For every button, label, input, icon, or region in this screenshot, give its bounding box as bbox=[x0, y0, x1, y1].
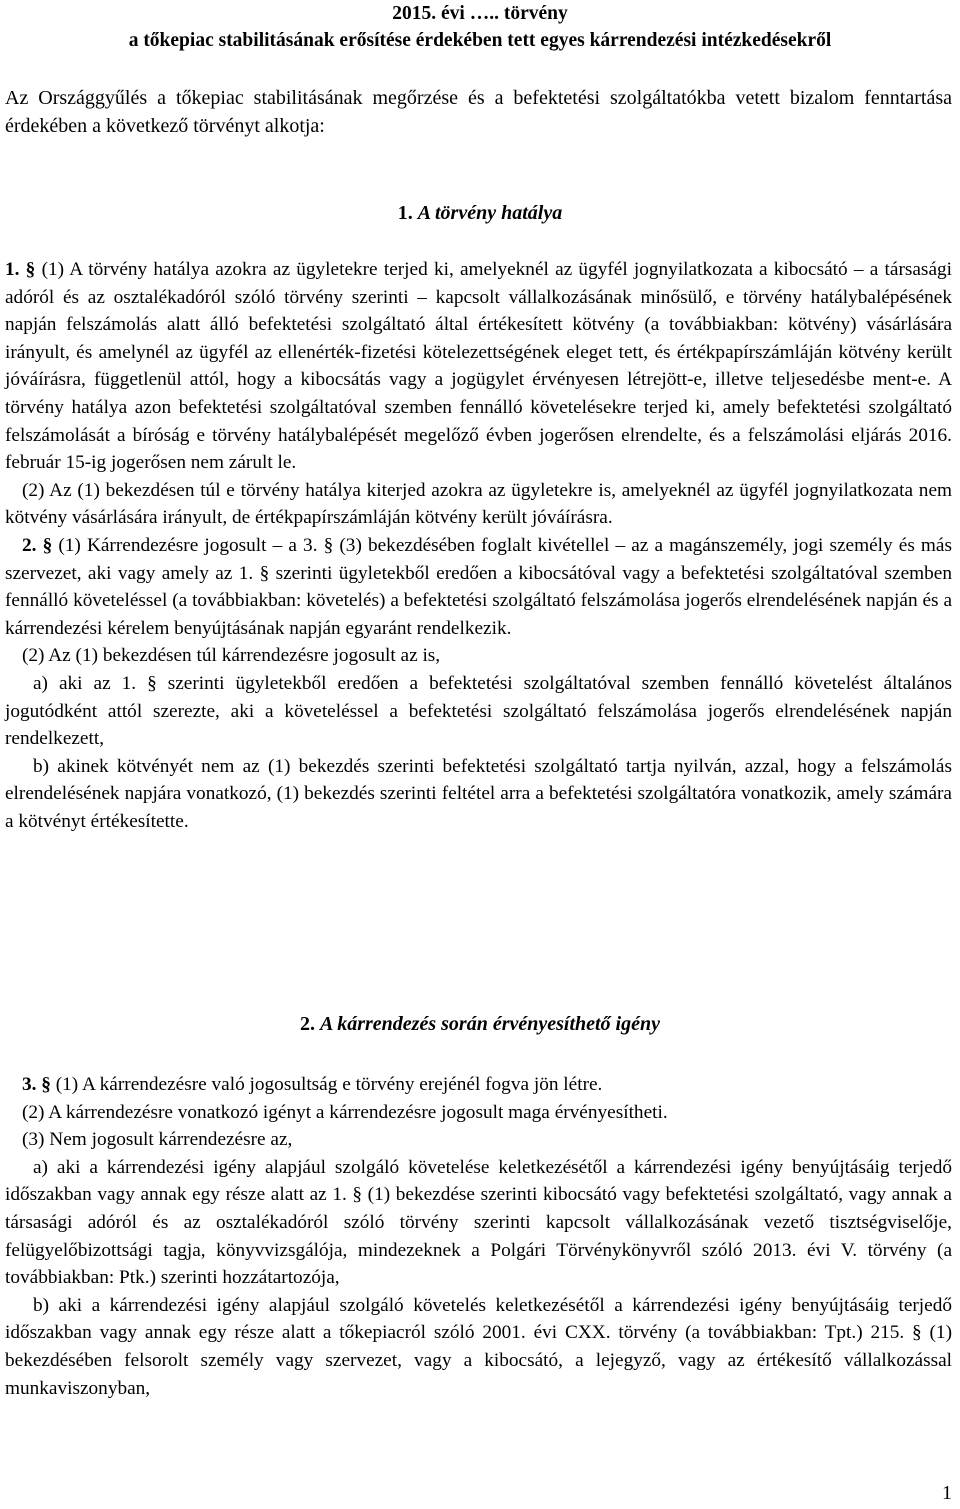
paragraph-3-3-a: a) aki a kárrendezési igény alapjául szolgáló követelése keletkezésétől a kárrendezési igény benyújtásáig terjedő időszakban vagy annak egy része alatt az 1. § (1) bekezdése szerinti kibocsátó vagy befektetési szolgáltató, vagy annak a társasági adóról és az osztalékadóról szóló törvény szerinti kapcsolt vállalkozásának vezető tisztségviselője, felügyelőbizottsági tagja, könyvvizsgálója, mindezeknek a Polgári Törvénykönyvről szóló 2013. évi V. törvény (a továbbiakban: Ptk.) szerinti hozzátartozója, bbox=[5, 1156, 952, 1289]
section-title: A kárrendezés során érvényesíthető igény bbox=[320, 1013, 660, 1035]
law-title: a tőkepiac stabilitásának erősítése érdekében tett egyes kárrendezési intézkedésekről bbox=[128, 30, 832, 51]
paragraph-text: (1) A törvény hatálya azokra az ügyletekre terjed ki, amelyeknél az ügyfél jognyilatkozata a kibocsátó – a társasági adóról és az osztalékadóról szóló törvény szerinti – kapcsolt vállalkozásának minősülő, e törvény hatálybalépésének napján felszámolás alatt álló befektetési szolgáltató által értékesített kötvény (a továbbiakban: kötvény) vásárlására irányult, és amelynél az ügyfél az ellenérték-fizetési kötelezettségének eleget tett, és értékpapírszámláján kötvény került jóváírásra, függetlenül attól, hogy a kibocsátás vagy a jogügylet érvényesen létrejött-e, illetve teljesedésbe ment-e. A törvény hatálya azon befektetési szolgáltatóval szemben fennálló követelésekre terjed ki, amely befektetési szolgáltató felszámolását a bíróság e törvény hatálybalépését megelőző évben jogerősen elrendelte, és a felszámolási eljárás 2016. február 15-ig jogerősen nem zárult le. bbox=[5, 259, 952, 474]
paragraph-text: (1) A kárrendezésre való jogosultság e törvény erejénél fogva jön létre. bbox=[55, 1074, 603, 1095]
paragraph-2-2: (2) Az (1) bekezdésen túl kárrendezésre jogosult az is, bbox=[22, 645, 441, 667]
paragraph-2-2-b: b) akinek kötvényét nem az (1) bekezdés szerinti befektetési szolgáltató tartja nyilván, azzal, hogy a felszámolás elrendelésének napjára vonatkozó, (1) bekezdés szerinti feltétel arra a befektetési szolgáltatóra vonatkozik, amely számára a kötvényt értékesítette. bbox=[5, 755, 952, 832]
paragraph-number: 2. § bbox=[22, 534, 53, 556]
document-header bbox=[0, 0, 960, 54]
section-heading-2 bbox=[0, 1013, 960, 1036]
page-number: 1 bbox=[942, 1482, 952, 1504]
section-number: 2. bbox=[300, 1013, 315, 1035]
section-heading-1 bbox=[0, 202, 960, 225]
preamble: Az Országgyűlés a tőkepiac stabilitásának megőrzése és a befektetési szolgáltatókba vetett bizalom fenntartása érdekében a következő törvényt alkotja: bbox=[5, 87, 952, 137]
paragraph-2-1 bbox=[5, 532, 952, 642]
paragraph-1-2: (2) Az (1) bekezdésen túl e törvény hatálya kiterjed azokra az ügyletekre is, amelyeknél az ügyfél jognyilatkozata nem kötvény vásárlására irányult, de értékpapírszámláján kötvény került jóváírásra. bbox=[5, 479, 952, 529]
paragraph-2-2-a: a) aki az 1. § szerinti ügyletekből eredően a befektetési szolgáltatóval szemben fennálló követelést általános jogutódként attól szerezte, aki a követeléssel a befektetési szolgáltató felszámolása jogerős elrendelésének napján rendelkezett, bbox=[5, 672, 952, 750]
section-2-body bbox=[5, 1071, 952, 1402]
paragraph-number: 3. § bbox=[22, 1074, 51, 1095]
law-number: 2015. évi ….. törvény bbox=[392, 3, 568, 24]
paragraph-text: (1) Kárrendezésre jogosult – a 3. § (3) bekezdésében foglalt kivétellel – az a magánszemély, jogi személy és más szervezet, aki vagy amely az 1. § szerinti ügyletekből eredően a kibocsátóval vagy a befektetési szolgáltatóval szemben fennálló követeléssel (a továbbiakban: követelés) a befektetési szolgáltató felszámolása jogerős elrendelésének napján és a kárrendezési kérelem benyújtásának napján egyaránt rendelkezik. bbox=[5, 534, 952, 639]
section-number: 1. bbox=[397, 202, 413, 224]
paragraph-3-3: (3) Nem jogosult kárrendezésre az, bbox=[22, 1129, 293, 1151]
paragraph-3-2: (2) A kárrendezésre vonatkozó igényt a kárrendezésre jogosult maga érvényesítheti. bbox=[22, 1101, 668, 1123]
paragraph-3-1 bbox=[5, 1071, 952, 1099]
paragraph-3-3-b: b) aki a kárrendezési igény alapjául szolgáló követelés keletkezésétől a kárrendezési igény benyújtásáig terjedő időszakban vagy annak egy része alatt a tőkepiacról szóló 2001. évi CXX. törvény (a továbbiakban: Tpt.) 215. § (1) bekezdésében felsorolt személy vagy szervezet, vagy a kibocsátó, a lejegyző, vagy az értékesítő vállalkozással munkaviszonyban, bbox=[5, 1294, 952, 1399]
paragraph-number: 1. § bbox=[5, 259, 36, 280]
paragraph-1-1 bbox=[5, 256, 952, 477]
section-1-body bbox=[5, 256, 952, 835]
section-title: A törvény hatálya bbox=[417, 202, 563, 224]
